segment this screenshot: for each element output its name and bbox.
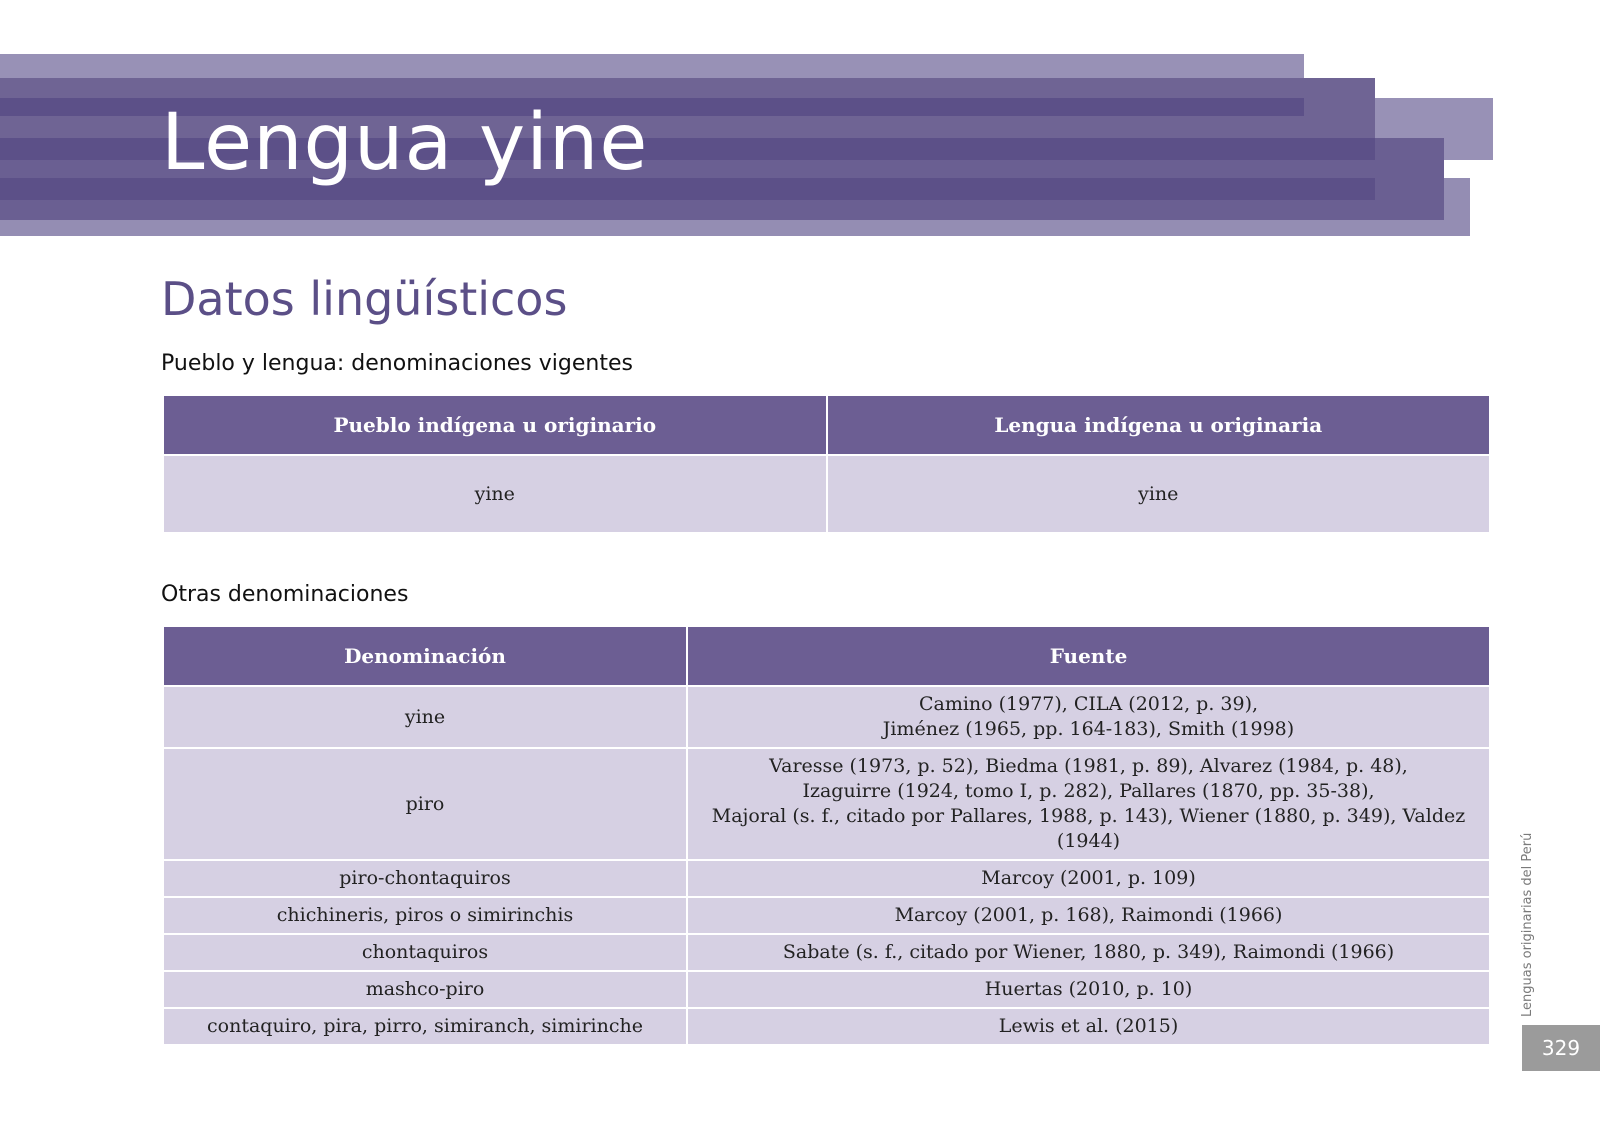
- page-title: Lengua yine: [161, 98, 649, 188]
- source-line: Majoral (s. f., citado por Pallares, 1988, p. 143), Wiener (1880, p. 349), Valdez (1944): [711, 805, 1466, 852]
- table-cell: yine: [827, 455, 1491, 533]
- denomination-cell: contaquiro, pira, pirro, simiranch, simirinche: [163, 1008, 687, 1045]
- source-line: Camino (1977), CILA (2012, p. 39),: [918, 693, 1259, 715]
- table-row: [163, 686, 1490, 748]
- source-cell: [687, 1008, 1490, 1045]
- side-caption: Lenguas originarias del Perú: [1520, 832, 1535, 1017]
- table-row: [163, 860, 1490, 897]
- table-row: [163, 934, 1490, 971]
- source-cell: [687, 897, 1490, 934]
- column-header: Denominación: [163, 626, 687, 686]
- source-line: Marcoy (2001, p. 109): [981, 867, 1196, 889]
- source-cell: [687, 971, 1490, 1008]
- source-line: Lewis et al. (2015): [998, 1015, 1179, 1037]
- section-title: Datos lingüísticos: [161, 272, 568, 326]
- source-line: Varesse (1973, p. 52), Biedma (1981, p. 89), Alvarez (1984, p. 48),: [769, 755, 1408, 777]
- column-header: Lengua indígena u originaria: [827, 395, 1491, 455]
- source-cell: [687, 934, 1490, 971]
- table-row: [163, 971, 1490, 1008]
- source-line: Sabate (s. f., citado por Wiener, 1880, p. 349), Raimondi (1966): [782, 941, 1395, 963]
- table-cell: yine: [163, 455, 827, 533]
- current-names-table: [162, 394, 1491, 534]
- table2-subtitle: Otras denominaciones: [161, 582, 409, 607]
- table1-subtitle: Pueblo y lengua: denominaciones vigentes: [161, 351, 633, 376]
- other-names-table: [162, 625, 1491, 1046]
- source-line: Huertas (2010, p. 10): [984, 978, 1193, 1000]
- column-header: Pueblo indígena u originario: [163, 395, 827, 455]
- table-row: [163, 897, 1490, 934]
- denomination-cell: chontaquiros: [163, 934, 687, 971]
- source-line: Marcoy (2001, p. 168), Raimondi (1966): [894, 904, 1283, 926]
- page-number: 329: [1522, 1025, 1600, 1071]
- table-row: [163, 748, 1490, 860]
- source-cell: [687, 748, 1490, 860]
- source-line: Izaguirre (1924, tomo I, p. 282), Pallares (1870, pp. 35-38),: [802, 780, 1375, 802]
- denomination-cell: piro-chontaquiros: [163, 860, 687, 897]
- denomination-cell: piro: [163, 748, 687, 860]
- denomination-cell: chichineris, piros o simirinchis: [163, 897, 687, 934]
- source-cell: [687, 686, 1490, 748]
- column-header: Fuente: [687, 626, 1490, 686]
- source-line: Jiménez (1965, pp. 164-183), Smith (1998): [882, 718, 1295, 740]
- table-header-row: [163, 626, 1490, 686]
- source-cell: [687, 860, 1490, 897]
- denomination-cell: mashco-piro: [163, 971, 687, 1008]
- table-header-row: [163, 395, 1490, 455]
- table-row: [163, 455, 1490, 533]
- denomination-cell: yine: [163, 686, 687, 748]
- table-row: [163, 1008, 1490, 1045]
